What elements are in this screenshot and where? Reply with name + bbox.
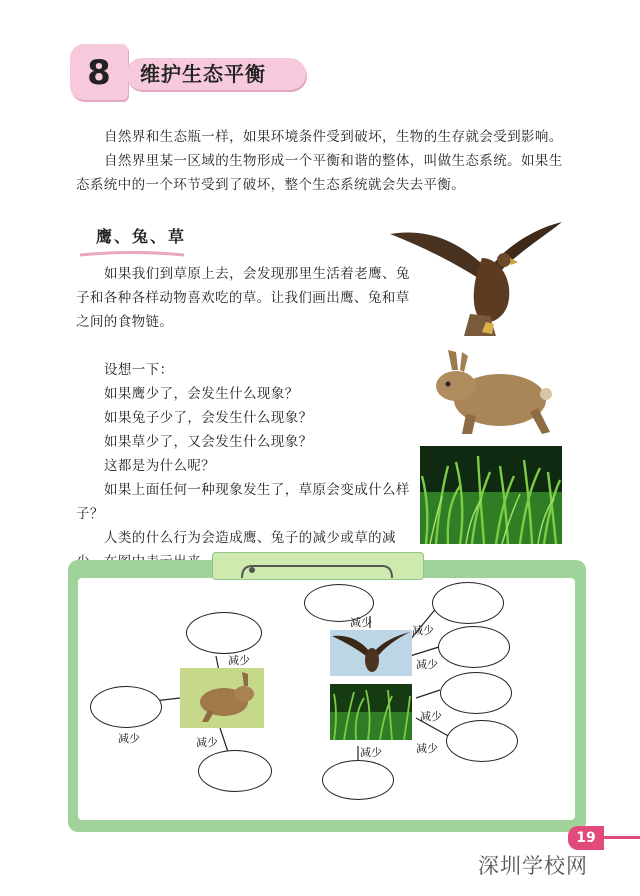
blank-bubble (322, 760, 394, 800)
decrease-label: 减少 (350, 616, 372, 629)
decrease-label: 减少 (360, 746, 382, 759)
page-number: 19 (576, 830, 596, 846)
eagle-image (386, 218, 568, 342)
blank-bubble (198, 750, 272, 792)
decrease-label: 减少 (416, 658, 438, 671)
question-grass: 如果草少了，又会发生什么现象？ (104, 434, 313, 450)
intro-paragraph-2: 自然界里某一区域的生物形成一个平衡和谐的整体，叫做生态系统。如果生态系统中的一个环节受到了破坏，整个生态系统就会失去平衡。 (76, 153, 563, 193)
blank-bubble (432, 582, 504, 624)
questions-list (76, 358, 421, 574)
blank-bubble (438, 626, 510, 668)
question-intro: 设想一下： (104, 362, 174, 378)
lesson-number: 8 (87, 53, 111, 93)
diagram-eagle-image (330, 630, 412, 676)
watermark: 深圳学校网 (478, 854, 588, 878)
question-grassland: 如果上面任何一种现象发生了，草原会变成什么样子？ (76, 482, 410, 522)
decrease-label: 减少 (118, 732, 140, 745)
decrease-label: 减少 (412, 624, 434, 637)
diagram-grass-image (330, 684, 412, 740)
question-eagle: 如果鹰少了，会发生什么现象？ (104, 386, 299, 402)
question-why: 这都是为什么呢？ (104, 458, 216, 474)
question-human: 人类的什么行为会造成鹰、兔子的减少或草的减 (104, 530, 396, 546)
intro-text (76, 125, 574, 197)
grass-image (420, 446, 562, 544)
heading-underline (80, 250, 184, 258)
decrease-label: 减少 (228, 654, 250, 667)
rabbit-image (426, 348, 554, 440)
blank-bubble (440, 672, 512, 714)
decrease-label: 减少 (420, 710, 442, 723)
page-number-rule (600, 836, 640, 839)
diagram-rabbit-image (180, 668, 264, 728)
food-chain-text: 如果我们到草原上去，会发现那里生活着老鹰、兔子和各种各样动物喜欢吃的草。让我们画出鹰、兔和草之间的食物链。 (76, 266, 410, 330)
food-chain-paragraph (76, 262, 416, 334)
blank-bubble (186, 612, 262, 654)
intro-paragraph-1: 自然界和生态瓶一样，如果环境条件受到破坏，生物的生存就会受到影响。 (104, 129, 563, 145)
decrease-label: 减少 (196, 736, 218, 749)
section-heading: 鹰、兔、草 (96, 227, 187, 246)
decrease-label: 减少 (416, 742, 438, 755)
blank-bubble (90, 686, 162, 728)
lesson-title: 维护生态平衡 (140, 62, 266, 86)
blank-bubble (446, 720, 518, 762)
question-rabbit: 如果兔子少了，会发生什么现象？ (104, 410, 313, 426)
